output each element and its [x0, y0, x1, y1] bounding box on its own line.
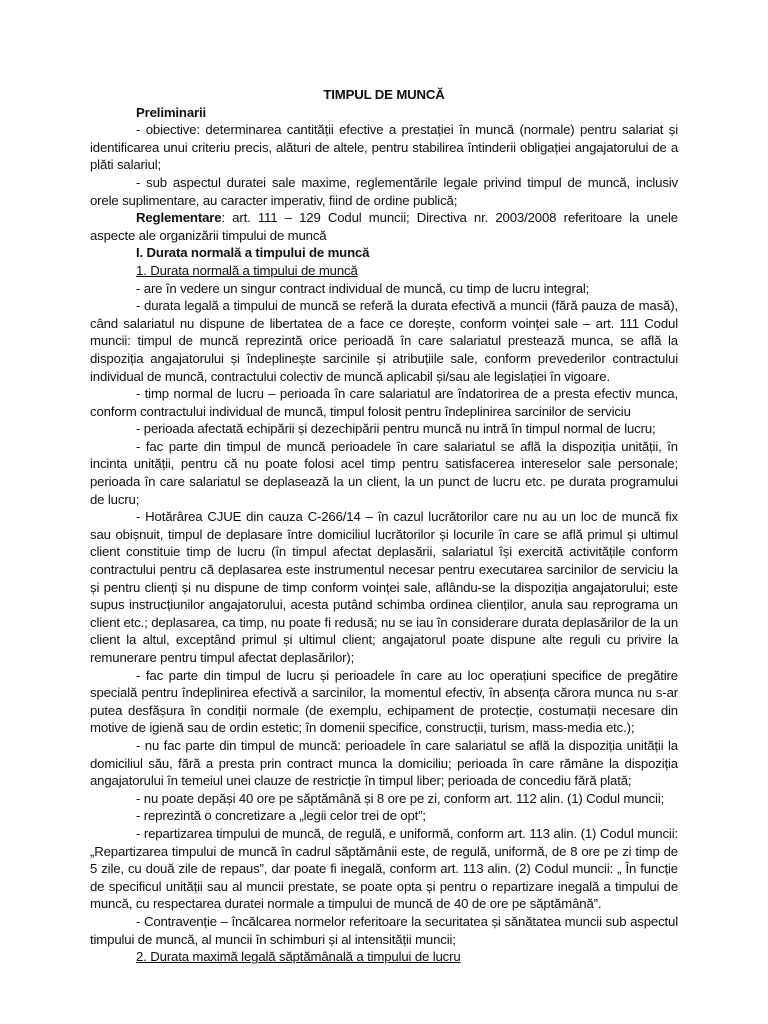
reglementare-text: : art. 111 – 129 Codul muncii; Directiva nr. 2003/2008 referitoare la unele aspecte ale organizării timpului de muncă	[90, 210, 678, 243]
paragraph-reglementare	[90, 209, 678, 244]
paragraph: - nu poate depăși 40 ore pe săptămână și 8 ore pe zi, conform art. 112 alin. (1) Codul muncii;	[136, 790, 665, 806]
paragraph: - nu fac parte din timpul de muncă: perioadele în care salariatul se află la dispoziția unității la domiciliul său, fără a presta prin contract munca la domiciliu; perioada în care rămâne la dispoziția angajatorului în temeiul unei clauze de restricție în timpul liber; perioada de concediu fără plată;	[90, 737, 678, 789]
paragraph: - perioada afectată echipării și dezechipării pentru muncă nu intră în timpul normal de lucru;	[136, 421, 656, 437]
paragraph: - reprezintă o concretizare a „legii celor trei de opt”;	[136, 808, 426, 824]
paragraph: - fac parte din timpul de lucru și perioadele în care au loc operațiuni specifice de pregătire specială pentru îndeplinirea efectivă a sarcinilor, la momentul efectiv, în absența cărora munca nu s-ar putea desfășura în condiții normale (de exemplu, echipament de protecție, costumații necesare din motive de igienă sau de ordin estetic; în domenii specifice, construcții, turism, mass-media etc.);	[90, 667, 678, 736]
paragraph: - durata legală a timpului de muncă se referă la durata efectivă a muncii (fără pauza de masă), când salariatul nu dispune de libertatea de a face ce dorește, conform voinței sale – art. 111 Codul muncii: timpul de muncă reprezintă orice perioadă în care salariatul prestează munca, se află la dispoziția angajatorului și îndeplinește sarcinile și atribuțiile sale, conform prevederilor contractului individual de muncă, contractului colectiv de muncă aplicabil și/sau ale legislației în vigoare.	[90, 298, 678, 384]
paragraph: - are în vedere un singur contract individual de muncă, cu timp de lucru integral;	[136, 280, 590, 296]
paragraph: - timp normal de lucru – perioada în care salariatul are îndatorirea de a presta efectiv munca, conform contractului individual de muncă, timpul folosit pentru îndeplinirea sarcinilor de serviciu	[90, 386, 678, 419]
preliminarii-heading: Preliminarii	[136, 104, 207, 120]
paragraph: - fac parte din timpul de muncă perioadele în care salariatul se află la dispoziția unității, în incinta unității, pentru că nu poate folosi acel timp pentru satisfacerea intereselor sale personale; perioada în care salariatul se deplasează la un client, la un punct de lucru etc. pe durata programului de lucru;	[90, 438, 678, 507]
section-1-heading: I. Durata normală a timpului de muncă	[136, 245, 370, 261]
paragraph-max-duration: - sub aspectul duratei sale maxime, reglementările legale privind timpul de muncă, inclusiv orele suplimentare, au caracter imperativ, fiind de ordine publică;	[90, 174, 678, 208]
document-title: TIMPUL DE MUNCĂ	[323, 87, 445, 102]
reglementare-label: Reglementare	[136, 210, 222, 226]
subsection-1-heading: 1. Durata normală a timpului de muncă	[136, 262, 358, 278]
paragraph: - Hotărârea CJUE din cauza C-266/14 – în cazul lucrătorilor care nu au un loc de muncă fix sau obișnuit, timpul de deplasare între domiciliul lucrătorilor și locurile în care se află primul și ultimul client constituie timp de lucru (în timpul afectat deplasării, salariatul își exercită activitățile conform contractului pentru că deplasarea este instrumentul necesar pentru executarea sarcinilor de serviciu la și pentru clienți și nu dispune de timp conform voinței sale, aflându-se la dispoziția angajatorului; este supus instrucțiunilor angajatorului, acesta putând schimba ordinea clienților, anula sau reprograma un client etc.; deplasarea, ca timp, nu poate fi redusă; nu se iau în considerare durata deplasărilor de la un client la altul, exceptând primul și ultimul client; angajatorul poate dispune alte reguli cu privire la remunerare pentru timpul afectat deplasărilor);	[90, 509, 678, 665]
paragraph: - repartizarea timpului de muncă, de regulă, e uniformă, conform art. 113 alin. (1) Codul muncii: „Repartizarea timpului de muncă în cadrul săptămânii este, de regulă, uniformă, de 8 ore pe zi timp de 5 zile, cu două zile de repaus”, dar poate fi inegală, conform art. 113 alin. (2) Codul muncii: „ În funcție de specificul unității sau al muncii prestate, se poate opta și pentru o repartizare inegală a timpului de muncă, cu respectarea duratei normale a timpului de muncă de 40 de ore pe săptămână”.	[90, 825, 678, 912]
subsection-2-heading: 2. Durata maximă legală săptămânală a timpului de lucru	[136, 949, 461, 965]
paragraph-objectives: - obiective: determinarea cantității efective a prestației în muncă (normale) pentru salariat și identificarea unui criteriu precis, alături de altele, pentru stabilirea întinderii obligației angajatorului de a plăti salariul;	[90, 122, 678, 173]
paragraph: - Contravenție – încălcarea normelor referitoare la securitatea și sănătatea muncii sub aspectul timpului de muncă, al muncii în schimburi și al intensității muncii;	[90, 913, 678, 947]
